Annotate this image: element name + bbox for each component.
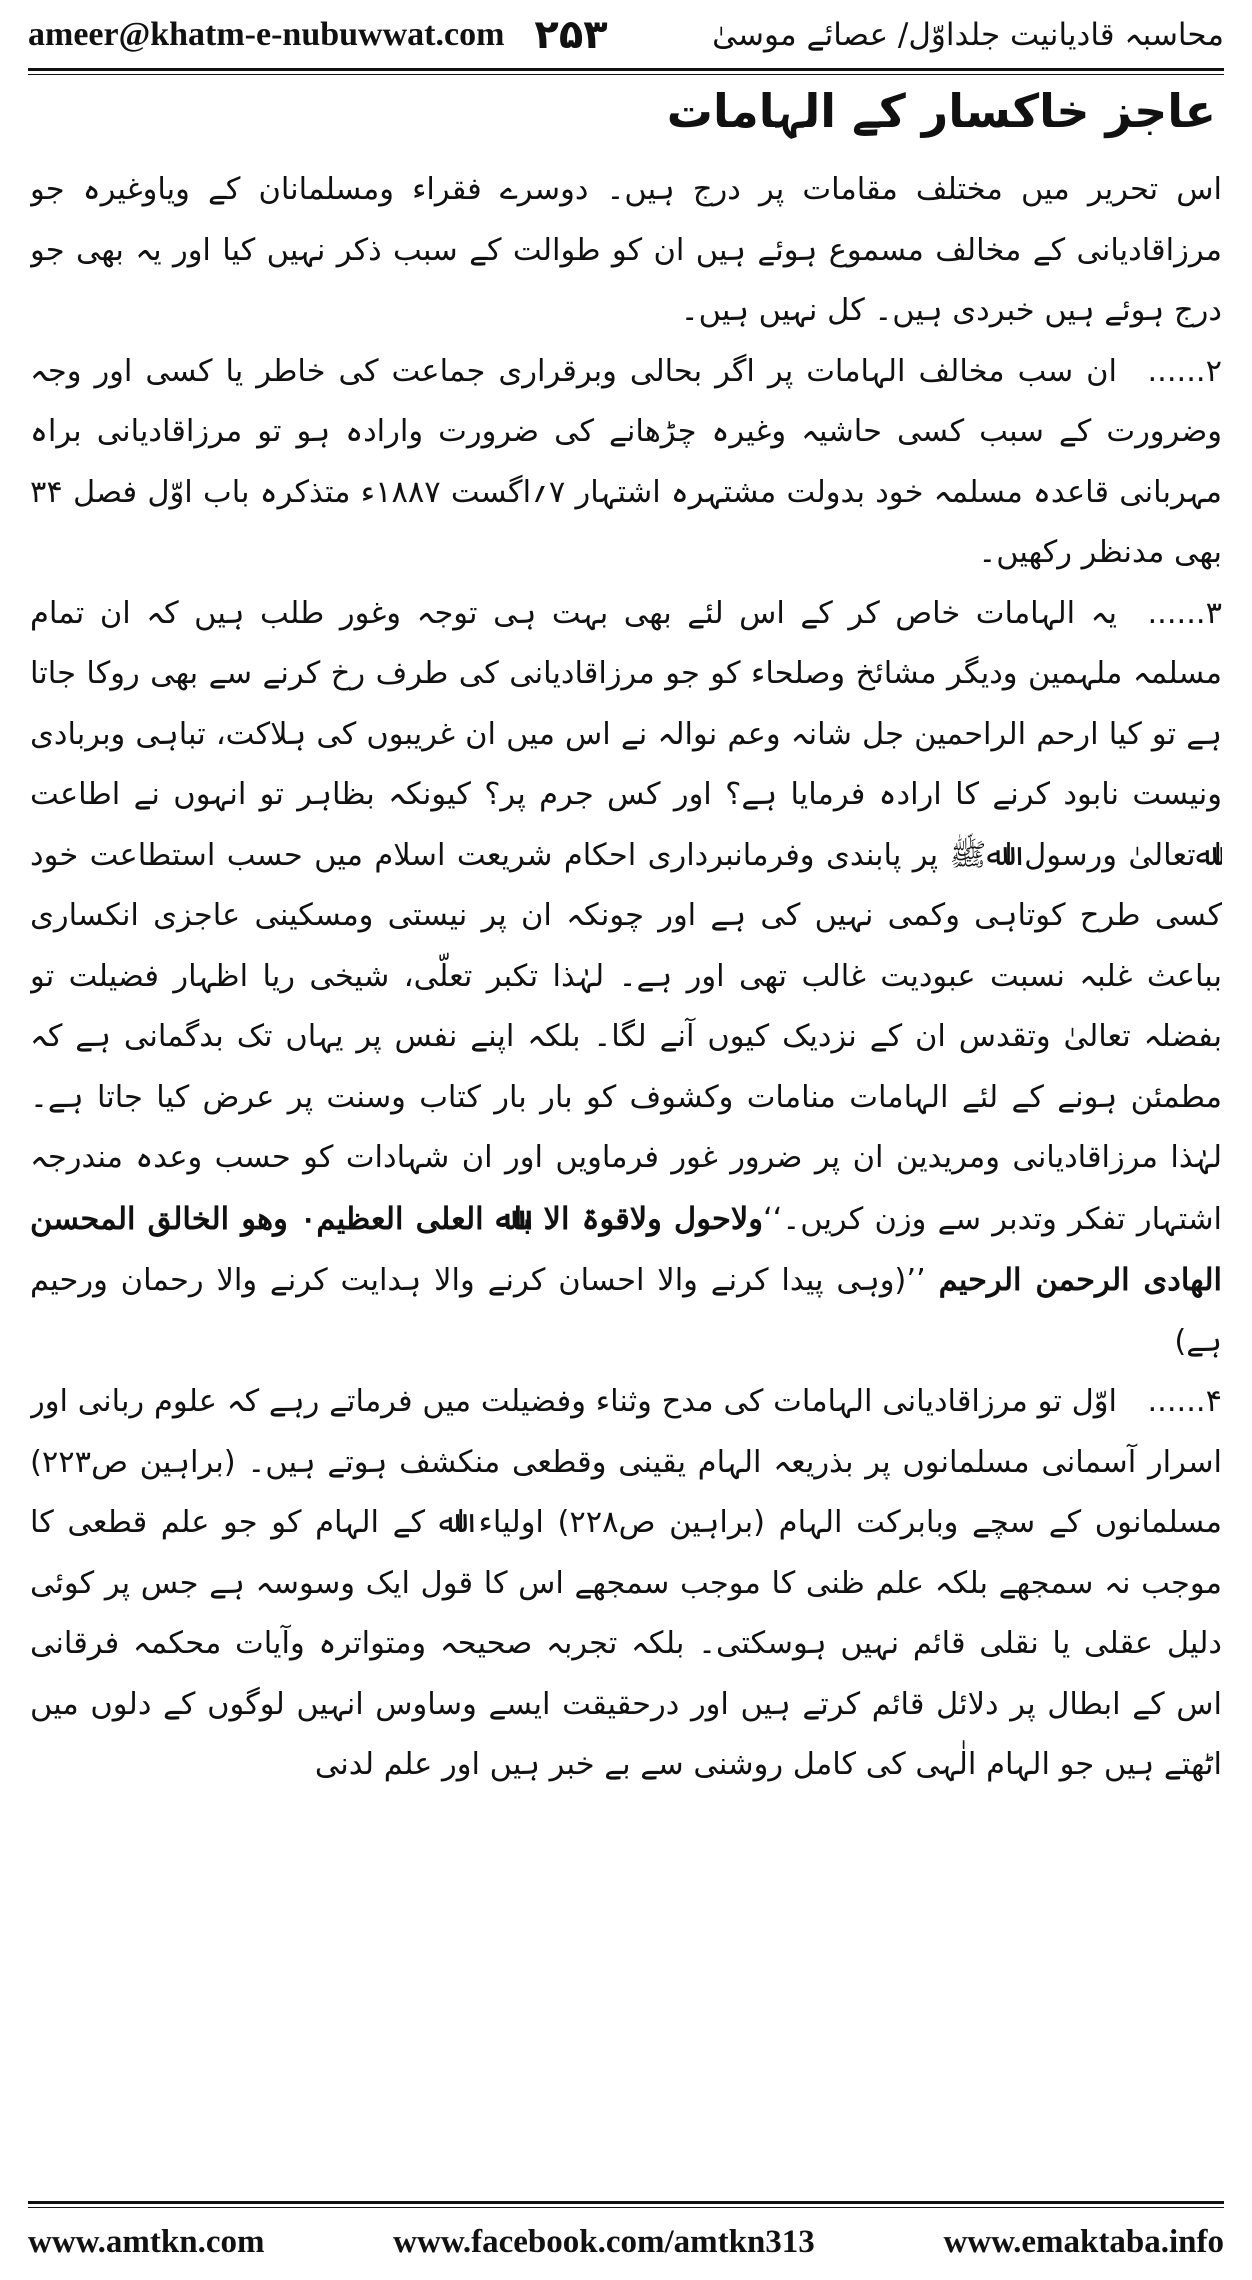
header-email[interactable]: ameer@khatm-e-nubuwwat.com [28, 16, 505, 53]
page-body [30, 160, 1222, 2140]
footer-rule [28, 2201, 1224, 2208]
paragraph-text: ان سب مخالف الہامات پر اگر بحالی وبرقراری جماعت کی خاطر یا کسی اور وجہ وضرورت کے سبب کسی حاشیہ وغیرہ چڑھانے کی ضرورت وارادہ ہو تو مرزاقادیانی براہ مہربانی قاعدہ مسلمہ خود بدولت مشتہرہ اشتہار ۷؍اگست ۱۸۸۷ء متذکرہ باب اوّل فصل ۳۴ بھی مدنظر رکھیں۔ [30, 353, 1222, 570]
page-number: ۲۵۳ [534, 12, 608, 58]
header-rule [28, 68, 1224, 75]
footer-link-facebook[interactable]: www.facebook.com/amtkn313 [393, 2223, 815, 2260]
paragraph-3 [30, 584, 1222, 1373]
paragraph-text: یہ الہامات خاص کر کے اس لئے بھی بہت ہی توجہ وغور طلب ہیں کہ ان تمام مسلمہ ملہمین ودیگر مشائخ وصلحاء کو جو مرزاقادیانی کی طرف رخ کرنے سے بھی روکا جاتا ہے تو کیا ارحم الراحمین جل شانہ وعم نوالہ نے اس میں ان غریبوں کی ہلاکت، تباہی وبربادی ونیست نابود کرنے کا ارادہ فرمایا ہے؟ اور کس جرم پر؟ کیونکہ بظاہر تو انہوں نے اطاعت اﷲتعالیٰ ورسول اﷲﷺ پر پابندی وفرمانبرداری احکام شریعت اسلام میں حسب استطاعت خود کسی طرح کوتاہی وکمی نہیں کی ہے اور چونکہ ان پر نیستی ومسکینی عاجزی انکساری بباعث غلبہ نسبت عبودیت غالب تھی اور ہے۔ لہٰذا تکبر تعلّی، شیخی ریا اظہار فضیلت تو بفضلہ تعالیٰ وتقدس ان کے نزدیک کیوں آنے لگا۔ بلکہ اپنے نفس پر یہاں تک بدگمانی ہے کہ مطمئن ہونے کے لئے الہامات منامات وکشوف کو بار بار کتاب وسنت پر عرض کیا جاتا ہے۔ لہٰذا مرزاقادیانی ومریدین ان پر ضرور غور فرماویں اور ان شہادات کو حسب وعدہ مندرجہ اشتہار تفکر وتدبر سے وزن کریں۔‘‘ [30, 595, 1222, 1237]
item-number: ۳...... [1147, 595, 1222, 631]
page-footer [28, 2218, 1224, 2266]
footer-link-amtkn[interactable]: www.amtkn.com [28, 2223, 265, 2260]
paragraph-2 [30, 342, 1222, 584]
paragraph-text: اوّل تو مرزاقادیانی الہامات کی مدح وثناء وفضیلت میں فرماتے رہے کہ علوم ربانی اور اسرار آسمانی مسلمانوں پر بذریعہ الہام یقینی وقطعی منکشف ہوتے ہیں۔ (براہین ص۲۲۳) مسلمانوں کے سچے وبابرکت الہام (براہین ص۲۲۸) اولیاء اﷲ کے الہام کو جو علم قطعی کا موجب نہ سمجھے بلکہ علم ظنی کا موجب سمجھے اس کا قول ایک وسوسہ ہے جس پر کوئی دلیل عقلی یا نقلی قائم نہیں ہوسکتی۔ بلکہ تجربہ صحیحہ ومتواترہ وآیات محکمہ فرقانی اس کے ابطال پر دلائل قائم کرتے ہیں اور درحقیقت ایسے وساوس انہیں لوگوں کے دلوں میں اٹھتے ہیں جو الہام الٰہی کی کامل روشنی سے بے خبر ہیں اور علم لدنی [30, 1384, 1222, 1782]
header-left [28, 12, 608, 58]
item-number: ۲...... [1147, 353, 1222, 389]
arabic-invocation: ولاحول ولاقوۃ الا باﷲ العلی العظیم۰ وھو الخالق المحسن الھادی الرحمن الرحیم [30, 1200, 1222, 1298]
paragraph-text: اس تحریر میں مختلف مقامات پر درج ہیں۔ دوسرے فقراء ومسلمانان کے ویاوغیرہ جو مرزاقادیانی کے مخالف مسموع ہوئے ہیں ان کو طوالت کے سبب ذکر نہیں کیا اور یہ بھی جو درج ہوئے ہیں خبردی ہیں۔ کل نہیں ہیں۔ [30, 172, 1222, 328]
item-number: ۴...... [1147, 1384, 1222, 1419]
footer-link-emaktaba[interactable]: www.emaktaba.info [943, 2223, 1224, 2260]
running-title: محاسبہ قادیانیت جلداوّل/ عصائے موسیٰ [712, 17, 1224, 53]
invocation-translation: ’’(وہی پیدا کرنے والا احسان کرنے والا ہدایت کرنے والا رحمان ورحیم ہے) [30, 1263, 1222, 1359]
paragraph-4 [30, 1372, 1222, 1796]
paragraph-1 [30, 160, 1222, 342]
section-title: عاجز خاکسار کے الہامات [666, 84, 1216, 138]
page-header [28, 6, 1224, 64]
